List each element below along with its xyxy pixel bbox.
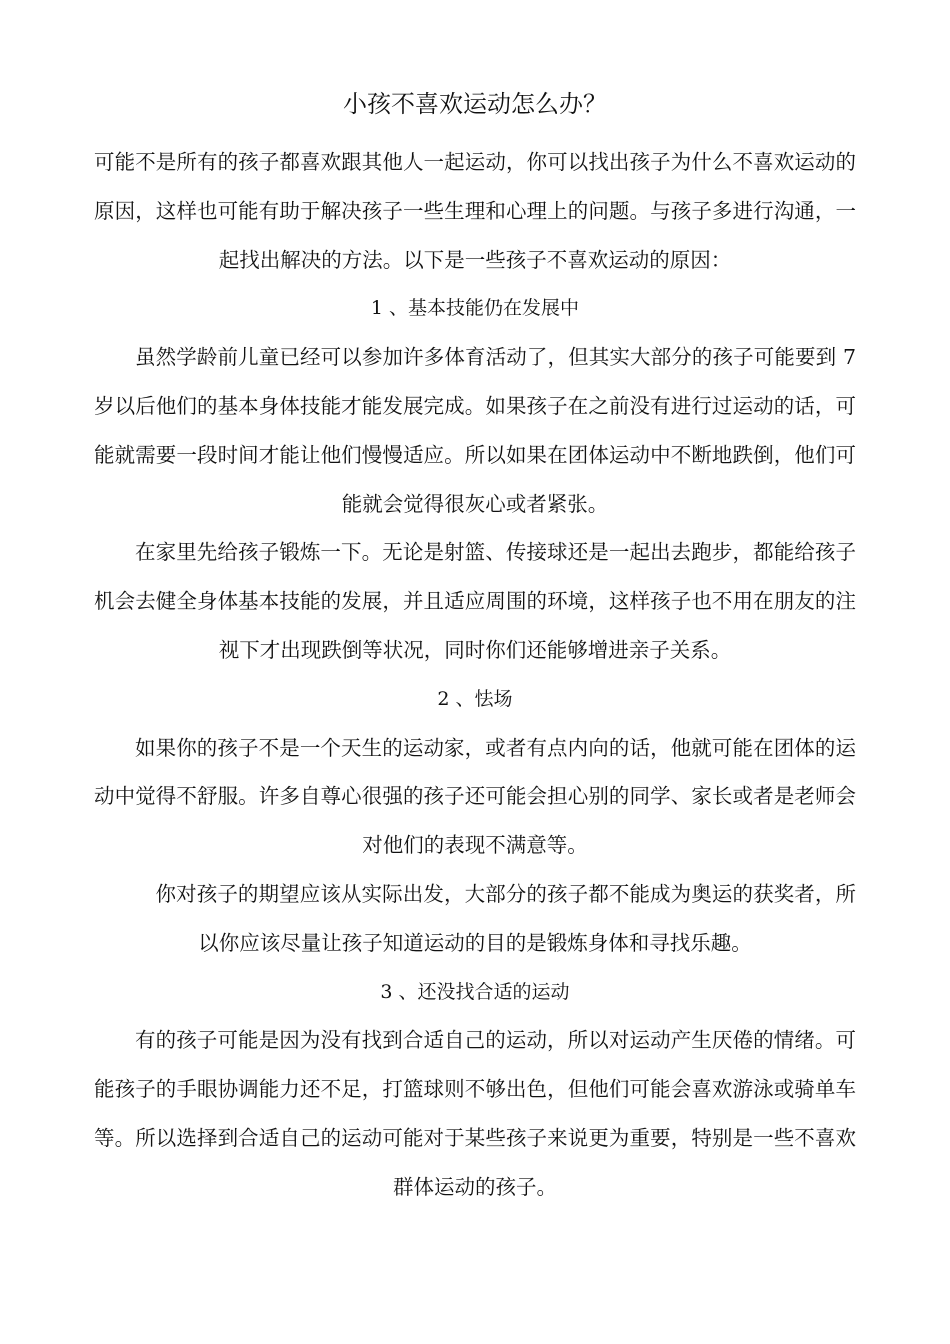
section-1-paragraph-1: 虽然学龄前儿童已经可以参加许多体育活动了，但其实大部分的孩子可能要到 7 岁以后他们的基本身体技能才能发展完成。如果孩子在之前没有进行过运动的话，可能就需要一段时间才能让他们慢慢适应。所以如果在团体运动中不断地跌倒，他们可能就会觉得很灰心或者紧张。 — [94, 345, 856, 516]
document-body — [94, 138, 856, 1212]
section-2-paragraph-1: 如果你的孩子不是一个天生的运动家，或者有点内向的话，他就可能在团体的运动中觉得不舒服。许多自尊心很强的孩子还可能会担心别的同学、家长或者是老师会对他们的表现不满意等。 — [94, 735, 856, 858]
section-1-paragraph-2: 在家里先给孩子锻炼一下。无论是射篮、传接球还是一起出去跑步，都能给孩子机会去健全身体基本技能的发展，并且适应周围的环境，这样孩子也不用在朋友的注视下才出现跌倒等状况，同时你们还能够增进亲子关系。 — [94, 540, 856, 662]
section-heading-2: 2 、怯场 — [437, 687, 513, 710]
section-2-paragraph-2: 你对孩子的期望应该从实际出发，大部分的孩子都不能成为奥运的获奖者，所以你应该尽量让孩子知道运动的目的是锻炼身体和寻找乐趣。 — [155, 881, 856, 955]
section-heading-3: 3 、还没找合适的运动 — [380, 980, 570, 1003]
section-3-paragraph-1: 有的孩子可能是因为没有找到合适自己的运动，所以对运动产生厌倦的情绪。可能孩子的手眼协调能力还不足，打篮球则不够出色，但他们可能会喜欢游泳或骑单车等。所以选择到合适自己的运动可能对于某些孩子来说更为重要，特别是一些不喜欢群体运动的孩子。 — [94, 1028, 856, 1199]
section-heading-1: 1 、基本技能仍在发展中 — [370, 297, 580, 320]
intro-paragraph: 可能不是所有的孩子都喜欢跟其他人一起运动，你可以找出孩子为什么不喜欢运动的原因，这样也可能有助于解决孩子一些生理和心理上的问题。与孩子多进行沟通，一起找出解决的方法。以下是一些孩子不喜欢运动的原因： — [94, 150, 856, 272]
page-title: 小孩不喜欢运动怎么办？ — [343, 90, 607, 118]
